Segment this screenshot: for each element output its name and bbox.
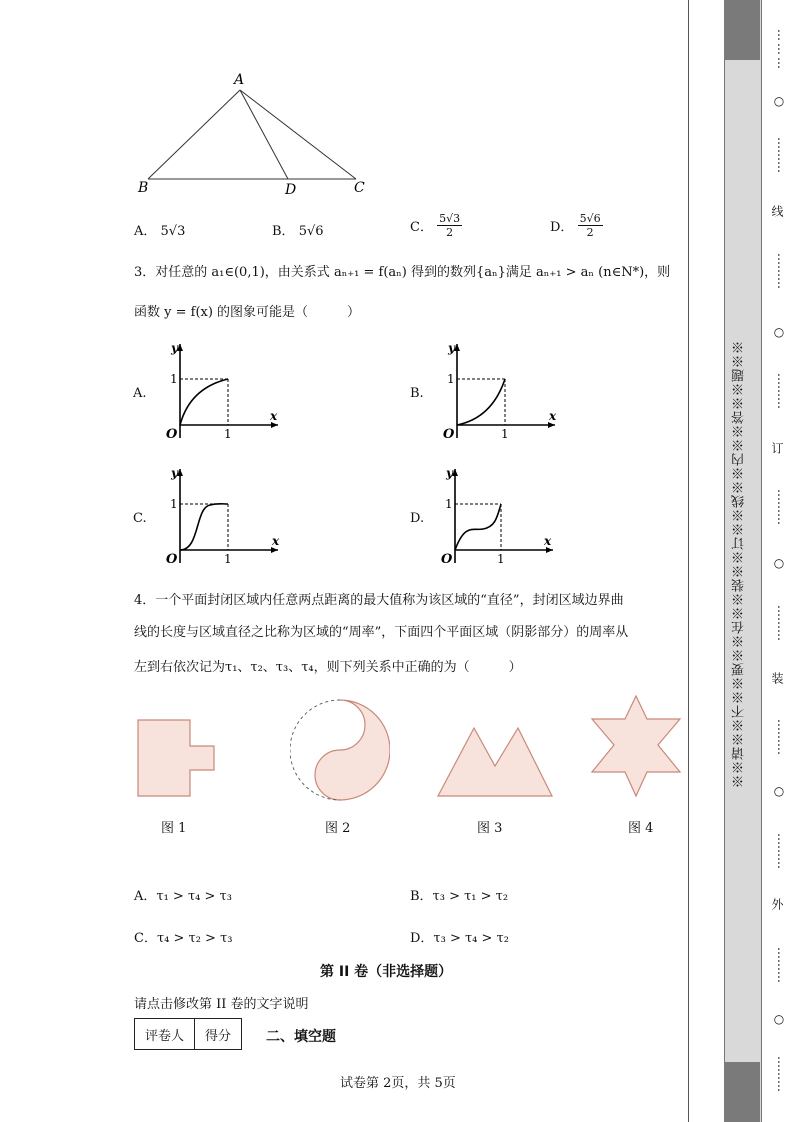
binding-outer-strip: [688, 0, 726, 1122]
q4-stem-line1: 4．一个平面封闭区域内任意两点距离的最大值称为该区域的“直径”，封闭区域边界曲: [134, 593, 624, 608]
score-cell: 得分: [195, 1019, 242, 1050]
svg-text:y: y: [171, 466, 178, 480]
q3-graph-c: [160, 463, 285, 571]
svg-text:O: O: [441, 552, 453, 567]
figure-3-mountain: [436, 726, 554, 798]
svg-text:x: x: [270, 409, 278, 423]
svg-text:y: y: [448, 341, 455, 355]
figure-2-caption: 图 2: [325, 821, 351, 836]
binding-dark-top: [724, 0, 760, 60]
svg-text:x: x: [549, 409, 557, 423]
svg-text:O: O: [166, 552, 178, 567]
grader-cell: 评卷人: [135, 1019, 195, 1050]
q4-option-c: C．τ₄ > τ₂ > τ₃: [134, 931, 233, 946]
binding-dark-bottom: [724, 1062, 760, 1122]
q4-option-d: D．τ₃ > τ₄ > τ₂: [410, 931, 509, 946]
q3-stem-line2: 函数 y = f(x) 的图象可能是（ ）: [134, 305, 361, 320]
svg-text:O: O: [166, 427, 178, 442]
q3-option-a-label: A.: [133, 386, 147, 401]
svg-text:x: x: [272, 534, 280, 548]
q3-graph-a: [160, 338, 285, 446]
svg-text:1: 1: [447, 372, 455, 386]
svg-text:y: y: [446, 466, 453, 480]
q3-option-b-label: B.: [410, 386, 424, 401]
part-title: 二、填空题: [266, 1029, 336, 1045]
figure-4-caption: 图 4: [628, 821, 654, 836]
svg-text:1: 1: [170, 372, 178, 386]
vertex-d-label: D: [285, 182, 297, 198]
q4-option-b: B．τ₃ > τ₁ > τ₂: [410, 889, 509, 904]
q4-stem-line2: 线的长度与区域直径之比称为区域的“周率”，下面四个平面区域（阴影部分）的周率从: [134, 625, 629, 640]
figure-2-yin-yang: [290, 696, 390, 806]
svg-text:1: 1: [224, 552, 232, 566]
svg-text:1: 1: [224, 427, 232, 441]
svg-text:x: x: [544, 534, 552, 548]
svg-text:1: 1: [445, 497, 453, 511]
svg-text:1: 1: [501, 427, 509, 441]
binding-warning-text: ※※请※※不※※要※※在※※装※※订※※线※※内※※答※※题※※: [732, 340, 747, 788]
vertex-c-label: C: [354, 180, 365, 196]
page-footer: 试卷第 2页，共 5页: [340, 1076, 456, 1091]
svg-text:1: 1: [497, 552, 505, 566]
section-title: 第 II 卷（非选择题）: [320, 964, 453, 980]
vertex-a-label: A: [234, 72, 245, 88]
figure-1-l-shape: [136, 718, 216, 798]
q3-stem-line1: 3．对任意的 a₁∈(0,1)，由关系式 aₙ₊₁ = f(aₙ) 得到的数列{aₙ}满足 aₙ₊₁ > aₙ (n∈N*)，则: [134, 265, 671, 280]
q2-option-d: D． $\frac{5√6}{2}$: [550, 212, 601, 239]
figure-1-caption: 图 1: [161, 821, 187, 836]
vertex-b-label: B: [138, 180, 149, 196]
figure-3-caption: 图 3: [477, 821, 503, 836]
svg-text:y: y: [171, 341, 178, 355]
figure-4-hexagram: [590, 694, 682, 798]
q3-graph-d: [435, 463, 560, 571]
svg-text:1: 1: [170, 497, 178, 511]
svg-text:O: O: [443, 427, 455, 442]
q3-option-d-label: D.: [410, 511, 425, 526]
q4-option-a: A．τ₁ > τ₄ > τ₃: [134, 889, 232, 904]
q2-option-a: A． 5√3: [134, 224, 186, 239]
grader-score-table: [134, 1018, 242, 1050]
q4-stem-line3: 左到右依次记为τ₁、τ₂、τ₃、τ₄，则下列关系中正确的为（ ）: [134, 660, 522, 675]
q3-option-c-label: C.: [133, 511, 147, 526]
triangle-figure: [130, 68, 380, 198]
q2-option-c: C． $\frac{5√3}{2}$: [410, 212, 461, 239]
q3-graph-b: [437, 338, 562, 446]
binding-dotted-line: ⋯⋯⋯ ○ ⋯⋯⋯ 线 ⋯⋯⋯ ○ ⋯⋯⋯ 订 ⋯⋯⋯ ○ ⋯⋯⋯ 装 ⋯⋯⋯ ○ ⋯⋯⋯ 外 ⋯⋯⋯ ○ ⋯⋯⋯: [770, 29, 786, 1092]
section-note[interactable]: 请点击修改第 II 卷的文字说明: [134, 997, 309, 1012]
binding-margin: [688, 0, 794, 1122]
q2-option-b: B． 5√6: [272, 224, 324, 239]
